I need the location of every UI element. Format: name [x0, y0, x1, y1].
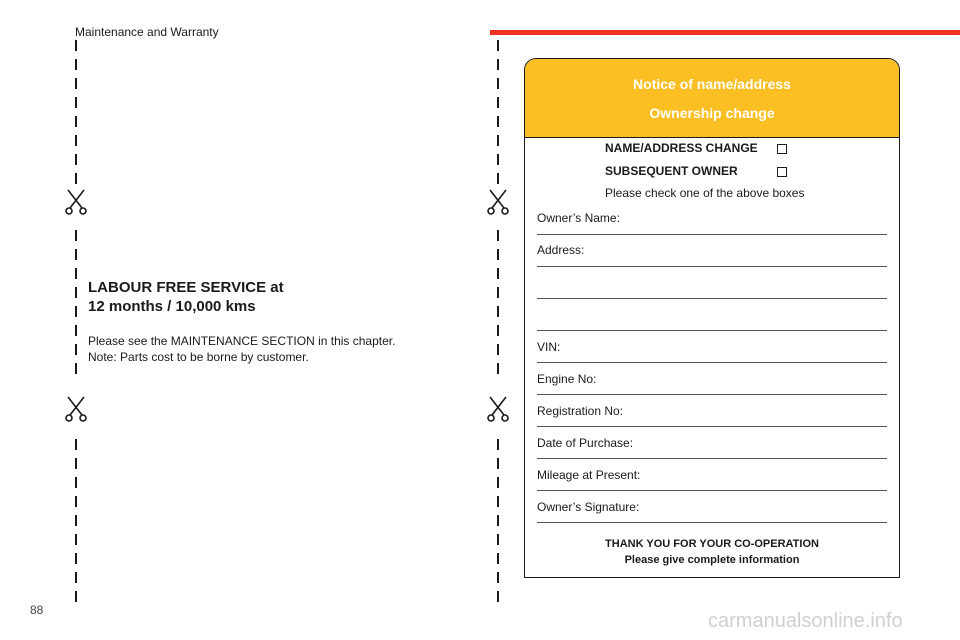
cut-line-left: [66, 40, 86, 600]
cut-dash: [497, 59, 499, 70]
field-address-line-3[interactable]: [537, 330, 887, 331]
cut-dash: [497, 458, 499, 469]
field-engine-no-label: Engine No:: [537, 372, 597, 386]
field-signature-label: Owner’s Signature:: [537, 500, 640, 514]
cut-dash: [497, 496, 499, 507]
cut-dash: [497, 591, 499, 602]
cut-dash: [497, 78, 499, 89]
cut-dash: [75, 154, 77, 165]
check-instruction: Please check one of the above boxes: [605, 186, 805, 200]
cut-dash: [497, 287, 499, 298]
cut-dash: [75, 458, 77, 469]
field-signature-line[interactable]: [537, 522, 887, 523]
form-header-title: Notice of name/address: [633, 76, 791, 92]
cut-dash: [497, 306, 499, 317]
cut-dash: [497, 97, 499, 108]
field-registration-line[interactable]: [537, 426, 887, 427]
scissors-icon: [65, 395, 87, 423]
cut-dash: [497, 534, 499, 545]
cut-dash: [497, 173, 499, 184]
field-address-label: Address:: [537, 243, 585, 257]
ownership-change-form: [524, 58, 900, 578]
accent-bar: [490, 30, 960, 35]
cut-dash: [497, 572, 499, 583]
cut-dash: [497, 40, 499, 51]
field-mileage-line[interactable]: [537, 490, 887, 491]
watermark: carmanualsonline.info: [708, 610, 903, 632]
option-subsequent-owner: SUBSEQUENT OWNER: [605, 164, 738, 178]
cut-dash: [75, 477, 77, 488]
field-address-line-2[interactable]: [537, 298, 887, 299]
cut-dash: [75, 591, 77, 602]
cut-dash: [497, 249, 499, 260]
field-vin-label: VIN:: [537, 340, 561, 354]
cut-dash: [75, 344, 77, 355]
field-address-line-1[interactable]: [537, 266, 887, 267]
cut-dash: [75, 173, 77, 184]
form-header-subtitle: Ownership change: [649, 105, 775, 121]
cut-dash: [75, 249, 77, 260]
cut-dash: [75, 363, 77, 374]
cut-dash: [75, 287, 77, 298]
cut-dash: [75, 59, 77, 70]
labour-title-line-2: 12 months / 10,000 kms: [88, 298, 256, 315]
cut-dash: [497, 230, 499, 241]
checkbox-name-address-change[interactable]: [777, 144, 787, 154]
cut-dash: [75, 439, 77, 450]
scissors-icon: [65, 188, 87, 216]
cut-line-right: [488, 40, 508, 600]
field-engine-no-line[interactable]: [537, 394, 887, 395]
cut-dash: [75, 553, 77, 564]
cut-dash: [75, 40, 77, 51]
cut-dash: [75, 534, 77, 545]
cut-dash: [75, 116, 77, 127]
cut-dash: [75, 268, 77, 279]
section-title: Maintenance and Warranty: [75, 25, 219, 39]
cut-dash: [75, 78, 77, 89]
cut-dash: [75, 135, 77, 146]
cut-dash: [497, 439, 499, 450]
cut-dash: [497, 154, 499, 165]
cut-dash: [497, 135, 499, 146]
labour-note-line-1: Please see the MAINTENANCE SECTION in this chapter.: [88, 334, 396, 348]
checkbox-subsequent-owner[interactable]: [777, 167, 787, 177]
scissors-icon: [487, 188, 509, 216]
field-mileage-label: Mileage at Present:: [537, 468, 641, 482]
field-owner-name-label: Owner’s Name:: [537, 211, 620, 225]
cut-dash: [75, 97, 77, 108]
cut-dash: [75, 515, 77, 526]
cut-dash: [75, 230, 77, 241]
labour-service-note: [88, 333, 395, 365]
option-name-address-change: NAME/ADDRESS CHANGE: [605, 141, 758, 155]
field-purchase-date-label: Date of Purchase:: [537, 436, 634, 450]
cut-dash: [497, 116, 499, 127]
cut-dash: [497, 268, 499, 279]
form-instruction-footer: Please give complete information: [624, 554, 800, 566]
cut-dash: [497, 553, 499, 564]
cut-dash: [75, 496, 77, 507]
labour-title-line-1: LABOUR FREE SERVICE at: [88, 279, 284, 296]
labour-service-title: [88, 278, 284, 316]
labour-note-line-2: Note: Parts cost to be borne by customer.: [88, 350, 309, 364]
cut-dash: [497, 325, 499, 336]
form-header: [525, 59, 899, 138]
cut-dash: [75, 306, 77, 317]
page-number: 88: [30, 603, 44, 617]
scissors-icon: [487, 395, 509, 423]
cut-dash: [75, 325, 77, 336]
cut-dash: [497, 363, 499, 374]
cut-dash: [497, 477, 499, 488]
cut-dash: [497, 515, 499, 526]
field-owner-name-line[interactable]: [537, 234, 887, 235]
field-purchase-date-line[interactable]: [537, 458, 887, 459]
field-registration-label: Registration No:: [537, 404, 624, 418]
form-thank-you: THANK YOU FOR YOUR CO-OPERATION: [605, 538, 819, 550]
field-vin-line[interactable]: [537, 362, 887, 363]
cut-dash: [75, 572, 77, 583]
cut-dash: [497, 344, 499, 355]
